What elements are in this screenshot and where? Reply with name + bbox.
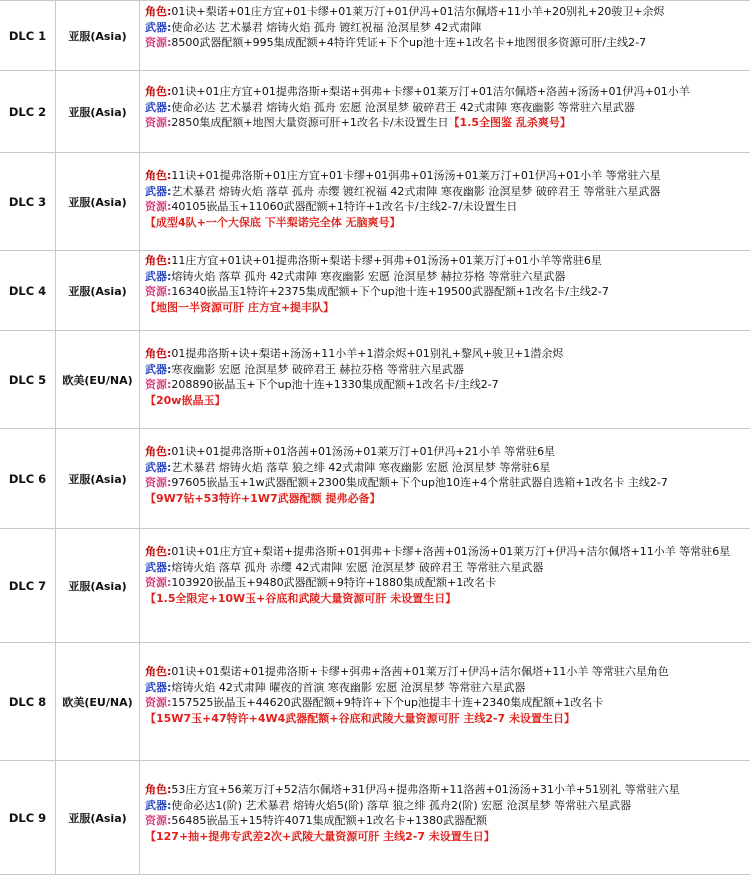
role-text: 01诀+01梨诺+01提弗洛斯+卡缪+弭弗+洛茜+01莱万汀+伊冯+洁尔佩塔+11小羊 等常驻六星角色	[171, 665, 669, 678]
row-server: 亚服(Asia)	[56, 429, 140, 528]
role-label: 角色:	[145, 783, 172, 796]
table-row	[0, 71, 750, 153]
weapon-line	[145, 798, 746, 814]
role-label: 角色:	[145, 169, 172, 182]
weapon-line	[145, 560, 746, 576]
weapon-line	[145, 269, 746, 285]
resource-label: 资源:	[145, 36, 172, 50]
weapon-label: 武器:	[145, 460, 172, 474]
role-line	[145, 4, 746, 20]
row-id: DLC 8	[0, 643, 56, 760]
role-text: 01提弗洛斯+诀+梨诺+汤汤+11小羊+1潜余烬+01别礼+黎风+骏卫+1潜余烬	[171, 347, 564, 360]
weapon-label: 武器:	[145, 798, 172, 812]
weapon-line	[145, 184, 746, 200]
resource-text: 208890嵌晶玉+下个up池十连+1330集成配额+1改名卡/主线2-7	[171, 378, 499, 392]
row-id: DLC 4	[0, 251, 56, 330]
resource-label: 资源:	[145, 200, 172, 214]
role-text: 01诀+梨诺+01庄方宜+01卡缪+01莱万汀+01伊冯+01洁尔佩塔+11小羊+20别礼+20骏卫+余烬	[171, 5, 665, 18]
role-label: 角色:	[145, 445, 172, 458]
resource-line	[145, 35, 746, 51]
resource-text: 56485嵌晶玉+15特许4071集成配额+1改名卡+1380武器配额	[171, 814, 488, 828]
row-server: 亚服(Asia)	[56, 251, 140, 330]
role-label: 角色:	[145, 347, 172, 360]
weapon-line	[145, 680, 746, 696]
role-label: 角色:	[145, 254, 172, 267]
role-text: 01诀+01提弗洛斯+01洛茜+01汤汤+01莱万汀+01伊冯+21小羊 等常驻6星	[171, 445, 556, 458]
role-text: 53庄方宜+56莱万汀+52洁尔佩塔+31伊冯+提弗洛斯+11洛茜+01汤汤+31小羊+51别礼 等常驻六星	[171, 783, 680, 796]
row-note: 【9W7钻+53特许+1W7武器配额 提弗必备】	[145, 491, 381, 505]
resource-line	[145, 695, 746, 711]
row-note: 【1.5全限定+10W玉+谷底和武陵大量资源可肝 未设置生日】	[145, 591, 457, 605]
resource-highlight: 【1.5全图鉴 乱杀爽号】	[448, 116, 571, 130]
role-line	[145, 664, 746, 680]
role-line	[145, 253, 746, 269]
row-id: DLC 2	[0, 71, 56, 152]
role-label: 角色:	[145, 85, 172, 98]
resource-label: 资源:	[145, 576, 172, 590]
role-text: 01诀+01庄方宜+梨诺+提弗洛斯+01弭弗+卡缪+洛茜+01汤汤+01莱万汀+伊冯+洁尔佩塔+11小羊 等常驻6星	[171, 545, 731, 558]
resource-label: 资源:	[145, 696, 172, 710]
weapon-text: 使命必达 艺术暴君 熔铸火焰 孤舟 镀红祝福 沧溟星梦 42式肃陣	[171, 20, 482, 34]
table-row	[0, 1, 750, 71]
row-server: 亚服(Asia)	[56, 761, 140, 874]
row-note: 【20w嵌晶玉】	[145, 393, 226, 407]
resource-text: 97605嵌晶玉+1w武器配额+2300集成配额+下个up池10连+4个常驻武器自选箱+1改名卡 主线2-7	[171, 476, 668, 490]
resource-text: 40105嵌晶玉+11060武器配额+1特许+1改名卡/主线2-7/未设置生日	[171, 200, 518, 214]
weapon-line	[145, 20, 746, 36]
role-label: 角色:	[145, 665, 172, 678]
weapon-line	[145, 460, 746, 476]
weapon-text: 熔铸火焰 落草 孤舟 42式肃陣 寒夜幽影 宏愿 沧溟星梦 赫拉芬格 等常驻六星武器	[171, 269, 566, 283]
table-row	[0, 761, 750, 875]
table-row	[0, 153, 750, 251]
row-server: 欧美(EU/NA)	[56, 643, 140, 760]
table-row	[0, 643, 750, 761]
role-line	[145, 782, 746, 798]
weapon-label: 武器:	[145, 680, 172, 694]
role-line	[145, 168, 746, 184]
row-description	[140, 643, 750, 760]
weapon-label: 武器:	[145, 269, 172, 283]
row-description	[140, 251, 750, 330]
role-label: 角色:	[145, 5, 172, 18]
table-row	[0, 251, 750, 331]
resource-line	[145, 115, 746, 131]
row-server: 亚服(Asia)	[56, 71, 140, 152]
row-server: 亚服(Asia)	[56, 1, 140, 70]
weapon-text: 熔铸火焰 落草 孤舟 赤缨 42式肃陣 宏愿 沧溟星梦 破碎君王 等常驻六星武器	[171, 560, 544, 574]
resource-text: 2850集成配额+地图大量资源可肝+1改名卡/未设置生日	[171, 116, 449, 130]
row-note: 【127+抽+提弗专武差2次+武陵大量资源可肝 主线2-7 未设置生日】	[145, 829, 495, 843]
row-id: DLC 1	[0, 1, 56, 70]
row-description	[140, 761, 750, 874]
resource-line	[145, 377, 746, 393]
role-line	[145, 444, 746, 460]
resource-line	[145, 575, 746, 591]
weapon-label: 武器:	[145, 184, 172, 198]
resource-line	[145, 199, 746, 215]
resource-label: 资源:	[145, 116, 172, 130]
row-server: 亚服(Asia)	[56, 153, 140, 250]
weapon-label: 武器:	[145, 100, 172, 114]
resource-label: 资源:	[145, 285, 172, 299]
role-line	[145, 544, 746, 560]
role-label: 角色:	[145, 545, 172, 558]
weapon-label: 武器:	[145, 20, 172, 34]
resource-line	[145, 284, 746, 300]
weapon-text: 寒夜幽影 宏愿 沧溟星梦 破碎君王 赫拉芬格 等常驻六星武器	[171, 362, 464, 376]
row-id: DLC 7	[0, 529, 56, 642]
role-text: 11庄方宜+01诀+01提弗洛斯+梨诺卡缪+弭弗+01汤汤+01莱万汀+01小羊等常驻6星	[171, 254, 602, 267]
row-id: DLC 6	[0, 429, 56, 528]
row-note: 【地图一半资源可肝 庄方宜+提丰队】	[145, 300, 335, 314]
resource-text: 8500武器配额+995集成配额+4特许凭证+下个up池十连+1改名卡+地图很多资源可肝/主线2-7	[171, 36, 647, 50]
row-description	[140, 529, 750, 642]
row-server: 欧美(EU/NA)	[56, 331, 140, 428]
weapon-line	[145, 362, 746, 378]
weapon-label: 武器:	[145, 560, 172, 574]
role-text: 01诀+01庄方宜+01提弗洛斯+梨诺+弭弗+卡缪+01莱万汀+01洁尔佩塔+洛茜+汤汤+01伊冯+01小羊	[171, 85, 690, 98]
role-text: 11诀+01提弗洛斯+01庄方宜+01卡缪+01弭弗+01汤汤+01莱万汀+01伊冯+01小羊 等常驻六星	[171, 169, 661, 182]
role-line	[145, 84, 746, 100]
resource-text: 103920嵌晶玉+9480武器配额+9特许+1880集成配额+1改名卡	[171, 576, 497, 590]
resource-label: 资源:	[145, 378, 172, 392]
row-id: DLC 3	[0, 153, 56, 250]
resource-label: 资源:	[145, 476, 172, 490]
resource-line	[145, 475, 746, 491]
row-id: DLC 9	[0, 761, 56, 874]
resource-label: 资源:	[145, 814, 172, 828]
weapon-text: 使命必达 艺术暴君 熔铸火焰 孤舟 宏愿 沧溟星梦 破碎君王 42式肃陣 寒夜幽影 等常驻六星武器	[171, 100, 635, 114]
row-note: 【成型4队+一个大保底 下半梨诺完全体 无脑爽号】	[145, 215, 401, 229]
weapon-text: 艺术暴君 熔铸火焰 落草 孤舟 赤缨 镀红祝福 42式肃陣 寒夜幽影 沧溟星梦 破碎君王 等常驻六星武器	[171, 184, 661, 198]
weapon-line	[145, 100, 746, 116]
weapon-text: 使命必达1(阶) 艺术暴君 熔铸火焰5(阶) 落草 狼之绯 孤舟2(阶) 宏愿 沧溟星梦 等常驻六星武器	[171, 798, 632, 812]
row-id: DLC 5	[0, 331, 56, 428]
resource-text: 157525嵌晶玉+44620武器配额+9特许+下个up池提丰十连+2340集成配额+1改名卡	[171, 696, 604, 710]
weapon-label: 武器:	[145, 362, 172, 376]
role-line	[145, 346, 746, 362]
row-description	[140, 153, 750, 250]
row-server: 亚服(Asia)	[56, 529, 140, 642]
weapon-text: 艺术暴君 熔铸火焰 落草 狼之绯 42式肃陣 寒夜幽影 宏愿 沧溟星梦 等常驻6星	[171, 460, 551, 474]
weapon-text: 熔铸火焰 42式肃陣 曜夜的首演 寒夜幽影 宏愿 沧溟星梦 等常驻六星武器	[171, 680, 526, 694]
row-description	[140, 429, 750, 528]
table-row	[0, 429, 750, 529]
table-row	[0, 331, 750, 429]
table-row	[0, 529, 750, 643]
resource-line	[145, 813, 746, 829]
row-description	[140, 71, 750, 152]
row-note: 【15W7玉+47特许+4W4武器配额+谷底和武陵大量资源可肝 主线2-7 未设置生日】	[145, 711, 576, 725]
row-description	[140, 331, 750, 428]
resource-text: 16340嵌晶玉1特许+2375集成配额+下个up池十连+19500武器配额+1改名卡/主线2-7	[171, 285, 609, 299]
row-description	[140, 1, 750, 70]
